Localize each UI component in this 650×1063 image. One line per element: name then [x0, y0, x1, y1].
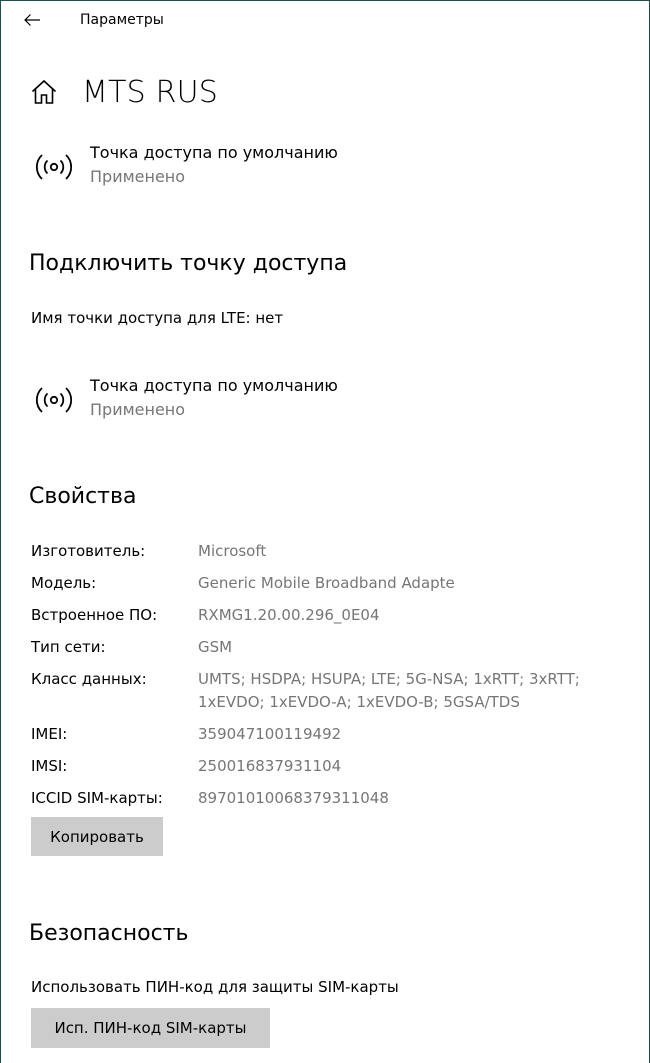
property-label: Модель: — [31, 574, 97, 592]
property-label: Встроенное ПО: — [31, 606, 158, 624]
apn-status: Применено — [90, 167, 186, 186]
property-value: 250016837931104 — [198, 757, 342, 775]
back-arrow-icon — [23, 13, 41, 27]
lte-apn-label: Имя точки доступа для LTE: нет — [31, 309, 284, 327]
antenna-signal-icon — [32, 149, 76, 185]
property-value: 359047100119492 — [198, 725, 342, 743]
pin-description: Использовать ПИН-код для защиты SIM-карты — [31, 978, 399, 996]
property-label: Класс данных: — [31, 670, 147, 688]
properties-heading: Свойства — [29, 484, 137, 509]
apn-list-item[interactable] — [28, 376, 548, 428]
property-label: ICCID SIM-карты: — [31, 789, 163, 807]
property-value: Microsoft — [198, 542, 267, 560]
apn-title: Точка доступа по умолчанию — [90, 376, 338, 395]
home-icon — [28, 76, 60, 108]
property-label: Изготовитель: — [31, 542, 146, 560]
apn-title: Точка доступа по умолчанию — [90, 143, 338, 162]
title-bar — [0, 0, 650, 44]
copy-button[interactable]: Копировать — [31, 817, 163, 856]
property-value: Generic Mobile Broadband Adapte — [198, 574, 455, 592]
property-label: Тип сети: — [31, 638, 106, 656]
connect-apn-heading: Подключить точку доступа — [29, 251, 348, 276]
back-button[interactable] — [14, 5, 50, 35]
property-value: 89701010068379311048 — [198, 789, 389, 807]
apn-status: Применено — [90, 400, 186, 419]
use-sim-pin-button[interactable]: Исп. ПИН-код SIM-карты — [31, 1008, 270, 1048]
antenna-signal-icon — [32, 382, 76, 418]
property-value: GSM — [198, 638, 233, 656]
property-label: IMSI: — [31, 757, 68, 775]
active-apn-item[interactable] — [28, 143, 548, 195]
property-value: UMTS; HSDPA; HSUPA; LTE; 5G-NSA; 1xRTT; 3xRTT; 1xEVDO; 1xEVDO-A; 1xEVDO-B; 5GSA/TDS — [198, 670, 580, 711]
property-label: IMEI: — [31, 725, 68, 743]
security-heading: Безопасность — [29, 921, 189, 946]
property-value: RXMG1.20.00.296_0E04 — [198, 606, 380, 624]
page-header — [28, 68, 218, 116]
page-title: MTS RUS — [82, 74, 219, 110]
app-title: Параметры — [80, 12, 164, 28]
